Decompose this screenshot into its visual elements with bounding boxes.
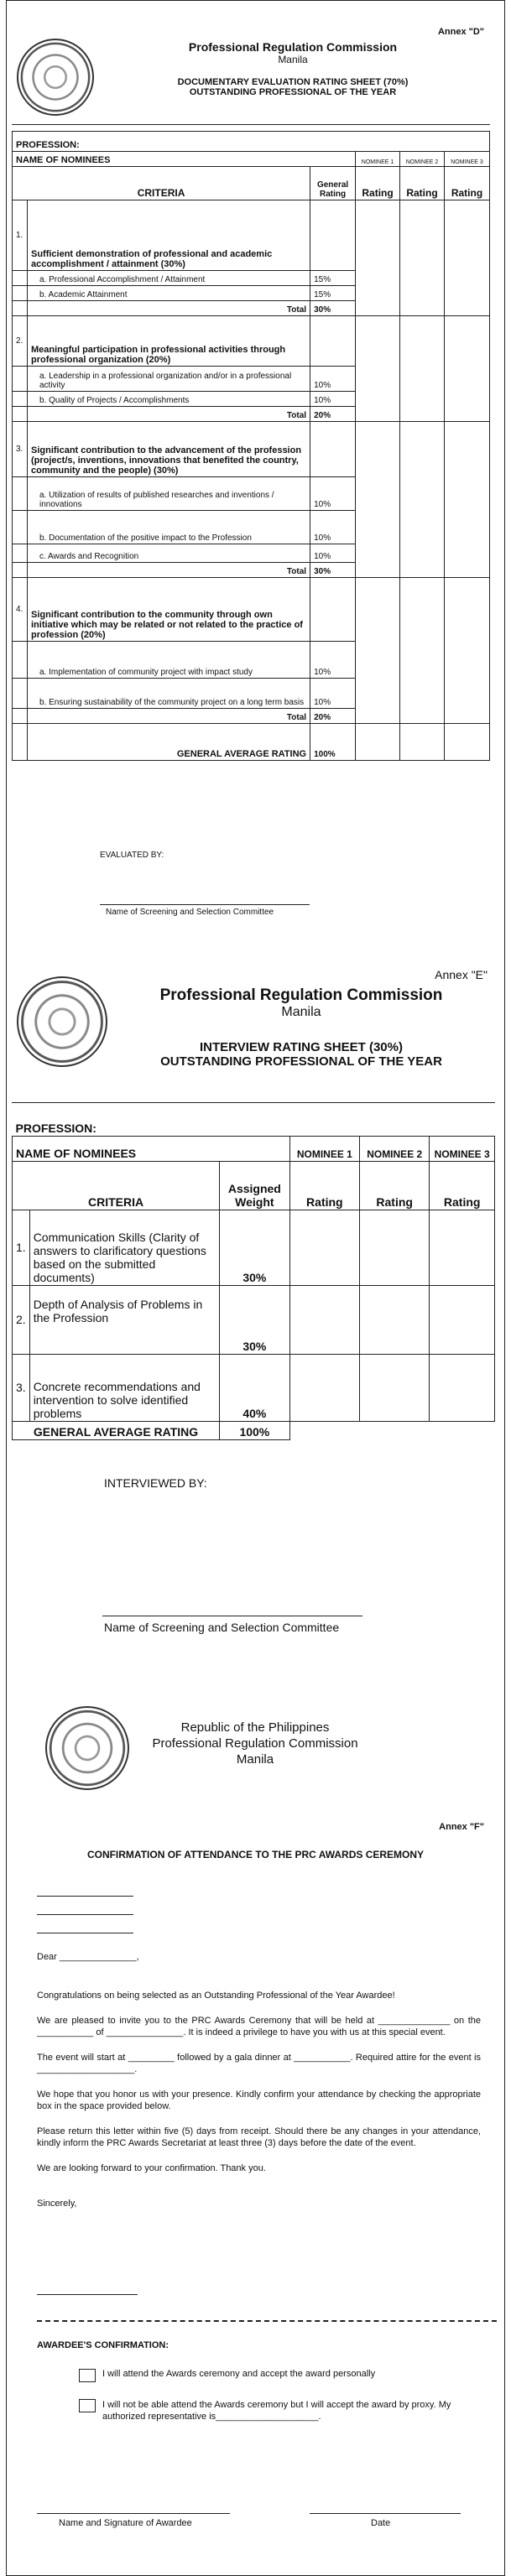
criterion-recommendations: Concrete recommendations and intervention to solve identified problems bbox=[29, 1354, 219, 1421]
nominee-1-header: NOMINEE 1 bbox=[289, 1136, 359, 1161]
letter-title: CONFIRMATION OF ATTENDANCE TO THE PRC AWARDS CEREMONY bbox=[86, 1849, 425, 1860]
committee-label: Name of Screening and Selection Committee bbox=[104, 1621, 340, 1634]
weight: 10% bbox=[310, 392, 356, 407]
proxy-checkbox[interactable] bbox=[79, 2399, 96, 2412]
total-value: 20% bbox=[310, 709, 356, 724]
general-average-label: GENERAL AVERAGE RATING bbox=[13, 1421, 220, 1439]
city: Manila bbox=[236, 1752, 274, 1767]
address-line bbox=[37, 1914, 133, 1915]
annex-f-label: Annex "F" bbox=[439, 1822, 484, 1832]
cut-line bbox=[37, 2320, 497, 2322]
attend-checkbox[interactable] bbox=[79, 2369, 96, 2382]
weight: 10% bbox=[310, 367, 356, 392]
org-name: Professional Regulation Commission bbox=[188, 40, 398, 54]
rating-header: Rating bbox=[444, 167, 489, 200]
rating-header: Rating bbox=[430, 1161, 495, 1210]
criterion-number: 2. bbox=[13, 1285, 30, 1354]
annex-d-page bbox=[12, 15, 499, 917]
interview-rating-table bbox=[12, 1114, 495, 1440]
criterion-number: 3. bbox=[13, 1354, 30, 1421]
subcriterion: b. Academic Attainment bbox=[27, 286, 310, 301]
committee-label: Name of Screening and Selection Committee bbox=[106, 908, 274, 917]
total-label: Total bbox=[27, 301, 310, 316]
criterion-depth-analysis: Depth of Analysis of Problems in the Profession bbox=[29, 1285, 219, 1354]
profession-label: PROFESSION: bbox=[13, 132, 490, 152]
sheet-subtitle: OUTSTANDING PROFESSIONAL OF THE YEAR bbox=[160, 1054, 442, 1069]
weight: 15% bbox=[310, 286, 356, 301]
total-value: 30% bbox=[310, 301, 356, 316]
rating-header: Rating bbox=[360, 1161, 430, 1210]
general-average-label: GENERAL AVERAGE RATING bbox=[27, 724, 310, 761]
total-value: 30% bbox=[310, 563, 356, 578]
subcriterion: a. Implementation of community project with impact study bbox=[27, 642, 310, 679]
criterion-number: 1. bbox=[13, 1210, 30, 1285]
sheet-title: DOCUMENTARY EVALUATION RATING SHEET (70%) bbox=[177, 77, 409, 87]
sheet-title: INTERVIEW RATING SHEET (30%) bbox=[200, 1040, 403, 1054]
annex-f-page bbox=[12, 1686, 499, 2567]
annex-d-label: Annex "D" bbox=[437, 27, 484, 37]
total-value: 20% bbox=[310, 407, 356, 422]
awardee-signature-label: Name and Signature of Awardee bbox=[59, 2518, 192, 2528]
annex-e-page bbox=[12, 956, 499, 1678]
city: Manila bbox=[281, 1005, 321, 1019]
subcriterion: b. Quality of Projects / Accomplishments bbox=[27, 392, 310, 407]
paragraph: Congratulations on being selected as an Outstanding Professional of the Year Awardee! bbox=[37, 1991, 395, 2001]
weight: 40% bbox=[220, 1354, 290, 1421]
criterion-1: Sufficient demonstration of professional and academic accomplishment / attainment (30%) bbox=[27, 200, 310, 271]
evaluated-by-label: EVALUATED BY: bbox=[100, 851, 164, 860]
interviewed-by-label: INTERVIEWED BY: bbox=[104, 1476, 207, 1490]
subcriterion: a. Utilization of results of published researches and inventions / innovations bbox=[27, 477, 310, 511]
paragraph: Please return this letter within five (5) days from receipt. Should there be any changes in your attendance, kindly inform the PRC Awards Secretariat at least three (3) days before the date of the event. bbox=[37, 2126, 481, 2148]
total-label: Total bbox=[27, 563, 310, 578]
total-label: Total bbox=[27, 407, 310, 422]
subcriterion: a. Professional Accomplishment / Attainment bbox=[27, 271, 310, 286]
criterion-2: Meaningful participation in professional activities through professional organization (20%) bbox=[27, 316, 310, 367]
prc-seal-icon bbox=[45, 1706, 129, 1790]
subcriterion: a. Leadership in a professional organization and/or in a professional activity bbox=[27, 367, 310, 392]
salutation: Dear _______________, bbox=[37, 1952, 139, 1962]
criterion-number: 2. bbox=[13, 316, 28, 367]
awardee-signature-line bbox=[37, 2513, 230, 2514]
date-label: Date bbox=[371, 2518, 391, 2528]
criterion-number: 4. bbox=[13, 578, 28, 642]
documentary-evaluation-table bbox=[12, 131, 490, 761]
subcriterion: c. Awards and Recognition bbox=[27, 544, 310, 563]
annex-e-header bbox=[112, 986, 490, 1069]
nominee-2-header: NOMINEE 2 bbox=[360, 1136, 430, 1161]
paragraph: We are pleased to invite you to the PRC Awards Ceremony that will be held at ______________ on the ___________ of _______________. It is indeed a privilege to have you with us at this special event. bbox=[37, 2016, 481, 2037]
nominee-3-header: NOMINEE 3 bbox=[430, 1136, 495, 1161]
org-name: Professional Regulation Commission bbox=[159, 986, 443, 1004]
annex-e-label: Annex "E" bbox=[435, 968, 488, 981]
criterion-communication: Communication Skills (Clarity of answers to clarificatory questions based on the submitted documents) bbox=[29, 1210, 219, 1285]
prc-seal-icon bbox=[17, 976, 107, 1067]
subcriterion: b. Ensuring sustainability of the community project on a long term basis bbox=[27, 679, 310, 709]
assigned-weight-header: Assigned Weight bbox=[220, 1161, 290, 1210]
republic: Republic of the Philippines bbox=[180, 1720, 330, 1735]
org-name: Professional Regulation Commission bbox=[152, 1736, 358, 1751]
weight: 10% bbox=[310, 477, 356, 511]
paragraph: We hope that you honor us with your presence. Kindly confirm your attendance by checking the appropriate box in the space provided below. bbox=[37, 2089, 481, 2111]
rating-header: Rating bbox=[356, 167, 400, 200]
profession-label: PROFESSION: bbox=[13, 1114, 495, 1136]
rating-header: Rating bbox=[289, 1161, 359, 1210]
general-rating-header: General Rating bbox=[310, 167, 356, 200]
annex-f-header bbox=[138, 1720, 373, 1767]
total-label: Total bbox=[27, 709, 310, 724]
sheet-subtitle: OUTSTANDING PROFESSIONAL OF THE YEAR bbox=[189, 87, 397, 97]
weight: 30% bbox=[220, 1210, 290, 1285]
rating-header: Rating bbox=[400, 167, 445, 200]
criteria-header: CRITERIA bbox=[13, 1161, 220, 1210]
weight: 30% bbox=[220, 1285, 290, 1354]
general-average-value: 100% bbox=[220, 1421, 290, 1439]
weight: 15% bbox=[310, 271, 356, 286]
nominees-label: NAME OF NOMINEES bbox=[13, 152, 356, 167]
attend-option: I will attend the Awards ceremony and accept the award personally bbox=[102, 2369, 376, 2379]
nominee-1-header: NOMINEE 1 bbox=[356, 152, 400, 167]
paragraph: We are looking forward to your confirmation. Thank you. bbox=[37, 2163, 266, 2173]
subcriterion: b. Documentation of the positive impact to the Profession bbox=[27, 511, 310, 544]
date-line bbox=[310, 2513, 461, 2514]
criteria-header: CRITERIA bbox=[13, 167, 310, 200]
criterion-number: 1. bbox=[13, 200, 28, 271]
nominee-3-header: NOMINEE 3 bbox=[444, 152, 489, 167]
signature-line bbox=[100, 904, 310, 905]
general-average-value: 100% bbox=[310, 724, 356, 761]
weight: 10% bbox=[310, 679, 356, 709]
weight: 10% bbox=[310, 511, 356, 544]
address-line bbox=[37, 1896, 133, 1897]
closing: Sincerely, bbox=[37, 2199, 77, 2209]
criterion-number: 3. bbox=[13, 422, 28, 477]
annex-d-header bbox=[96, 40, 490, 97]
confirmation-title: AWARDEE'S CONFIRMATION: bbox=[37, 2340, 169, 2350]
signatory-line bbox=[37, 2294, 138, 2295]
weight: 10% bbox=[310, 544, 356, 563]
letter-body bbox=[37, 1951, 481, 2209]
nominees-label: NAME OF NOMINEES bbox=[13, 1136, 290, 1161]
nominee-2-header: NOMINEE 2 bbox=[400, 152, 445, 167]
paragraph: The event will start at _________ followed by a gala dinner at ___________. Required attire for the event is ___________________. bbox=[37, 2053, 481, 2074]
prc-seal-icon bbox=[17, 39, 94, 116]
city: Manila bbox=[278, 54, 308, 65]
proxy-option: I will not be able attend the Awards ceremony but I will accept the award by proxy. My authorized representative is____________________. bbox=[102, 2400, 451, 2422]
criterion-4: Significant contribution to the community through own initiative which may be related or not related to the practice of profession (20%) bbox=[27, 578, 310, 642]
criterion-3: Significant contribution to the advancement of the profession (project/s, inventions, innovations that benefited the country, community and the people) (30%) bbox=[27, 422, 310, 477]
weight: 10% bbox=[310, 642, 356, 679]
